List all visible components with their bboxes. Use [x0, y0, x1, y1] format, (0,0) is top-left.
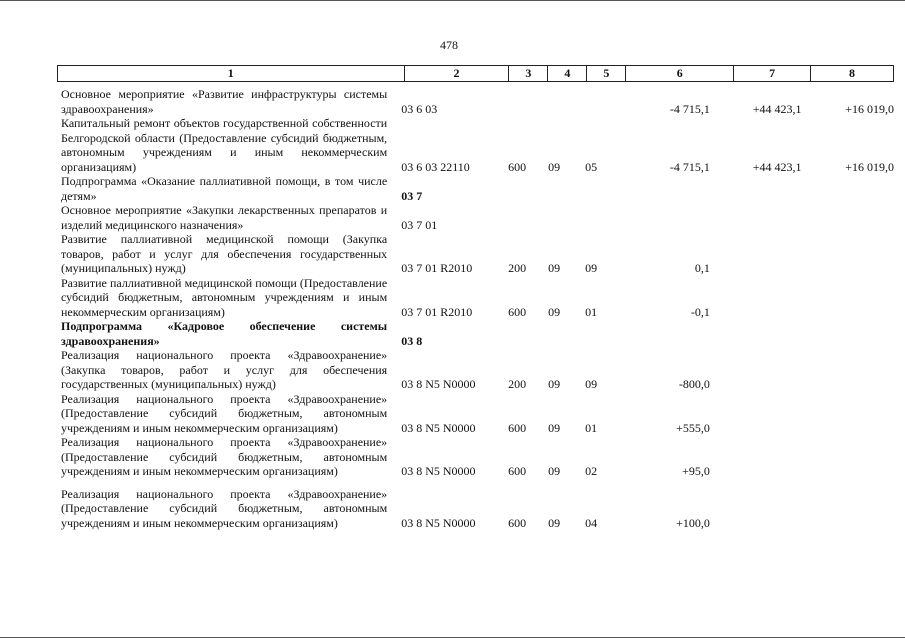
row-rz: 09: [548, 377, 561, 391]
table-row: [61, 276, 894, 320]
row-amount-6: -0,1: [690, 304, 710, 319]
row-pr: 01: [585, 304, 598, 319]
row-code: 03 7 01 R2010: [401, 304, 473, 319]
row-name: Основное мероприятие «Развитие инфраструктуры системы здравоохранения»: [61, 87, 388, 116]
row-pr: 09: [585, 261, 598, 275]
table-row: [61, 87, 894, 116]
table-row: [61, 392, 894, 436]
row-amount-7: +44 423,1: [752, 101, 802, 116]
header-col-6: 6: [625, 65, 733, 82]
row-code: 03 8 N5 N0000: [401, 515, 476, 530]
row-vr: 600: [508, 159, 527, 174]
row-vr: 200: [508, 261, 527, 275]
row-pr: 04: [585, 515, 598, 530]
row-vr: 600: [508, 420, 527, 435]
table-row: [61, 174, 894, 203]
row-name: Реализация национального проекта «Здравоохранение» (Закупка товаров, работ и услуг для обеспечения государственных (муниципальных) нужд): [61, 348, 388, 391]
table-row: [61, 319, 894, 348]
header-col-4: 4: [547, 65, 586, 82]
row-code: 03 6 03: [401, 101, 438, 116]
row-pr: 09: [585, 377, 598, 391]
table-row: [61, 487, 894, 531]
row-code: 03 6 03 22110: [401, 159, 470, 174]
table-row: [61, 232, 894, 276]
table-row: [61, 116, 894, 174]
row-name: Реализация национального проекта «Здравоохранение» (Предоставление субсидий бюджетным, автономным учреждениям и иным некоммерческим организациям): [61, 435, 388, 478]
row-amount-6: -4 715,1: [669, 101, 710, 116]
row-vr: 600: [508, 515, 527, 530]
row-name: Развитие паллиативной медицинской помощи (Закупка товаров, работ и услуг для обеспечения государственных (муниципальных) нужд): [61, 232, 388, 275]
row-name: Развитие паллиативной медицинской помощи (Предоставление субсидий бюджетным, автономным учреждениям и иным некоммерческим организациям): [61, 275, 388, 319]
row-rz: 09: [548, 261, 561, 275]
row-name: Подпрограмма «Кадровое обеспечение системы здравоохранения»: [61, 319, 388, 348]
table-row: [61, 203, 894, 232]
row-name: Реализация национального проекта «Здравоохранение» (Предоставление субсидий бюджетным, автономным учреждениям и иным некоммерческим организациям): [61, 391, 388, 435]
row-pr: 02: [585, 464, 598, 478]
row-vr: 600: [508, 304, 527, 319]
row-pr: 05: [585, 159, 598, 174]
header-col-3: 3: [508, 65, 547, 82]
header-col-5: 5: [586, 65, 625, 82]
row-name: Основное мероприятие «Закупки лекарственных препаратов и изделий медицинского назначения»: [61, 203, 388, 232]
row-code: 03 7: [401, 188, 423, 203]
top-rule: [0, 0, 905, 1]
row-code: 03 8: [401, 333, 423, 348]
row-name: Реализация национального проекта «Здравоохранение» (Предоставление субсидий бюджетным, автономным учреждениям и иным некоммерческим организациям): [61, 486, 388, 530]
row-rz: 09: [548, 464, 561, 478]
row-code: 03 8 N5 N0000: [401, 377, 476, 391]
row-code: 03 7 01: [401, 217, 438, 232]
row-rz: 09: [548, 159, 561, 174]
row-code: 03 8 N5 N0000: [401, 420, 476, 435]
row-vr: 200: [508, 377, 527, 391]
row-name: Капитальный ремонт объектов государственной собственности Белгородской области (Предоставление субсидий бюджетным, автономным учреждениям и иным некоммерческим организациям): [61, 116, 388, 174]
bottom-rule: [0, 637, 905, 638]
header-col-8: 8: [810, 65, 894, 82]
row-code: 03 7 01 R2010: [401, 261, 473, 275]
row-name: Подпрограмма «Оказание паллиативной помощи, в том числе детям»: [61, 174, 388, 203]
row-amount-8: +16 019,0: [845, 159, 894, 174]
row-vr: 600: [508, 464, 527, 478]
row-amount-8: +16 019,0: [845, 101, 894, 116]
row-amount-6: 0,1: [694, 261, 710, 275]
header-col-2: 2: [404, 65, 509, 82]
header-col-1: 1: [57, 65, 404, 82]
header-col-7: 7: [733, 65, 810, 82]
row-pr: 01: [585, 420, 598, 435]
row-amount-7: +44 423,1: [752, 159, 802, 174]
table-body: [61, 87, 894, 530]
row-rz: 09: [548, 304, 561, 319]
table-row: [61, 348, 894, 392]
row-amount-6: +95,0: [682, 464, 710, 478]
row-amount-6: -800,0: [678, 377, 710, 391]
row-code: 03 8 N5 N0000: [401, 464, 476, 478]
row-rz: 09: [548, 515, 561, 530]
row-amount-6: +100,0: [676, 515, 710, 530]
row-amount-6: +555,0: [676, 420, 710, 435]
table-header: [57, 65, 894, 82]
row-rz: 09: [548, 420, 561, 435]
table-row: [61, 435, 894, 479]
row-amount-6: -4 715,1: [669, 159, 710, 174]
page-number: 478: [440, 38, 458, 52]
